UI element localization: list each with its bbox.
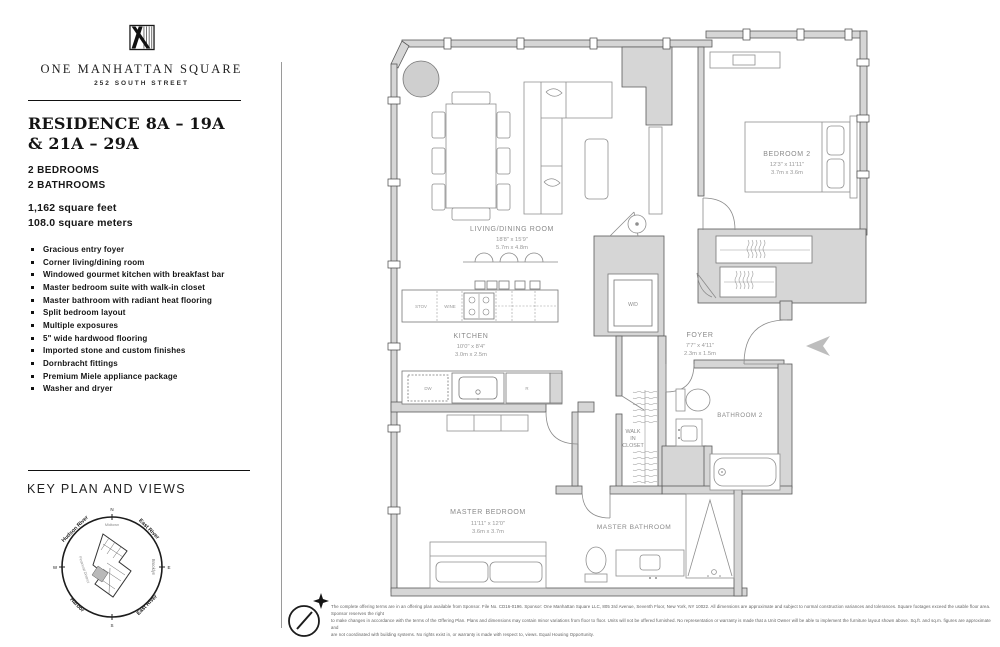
residence-title-line1: RESIDENCE 8A – 19A — [28, 114, 225, 133]
bed2-headboard — [850, 116, 857, 198]
keyplan-label-east-river-se: East River — [135, 593, 159, 617]
master-bedroom-dims-m: 3.6m x 3.7m — [472, 529, 504, 535]
wic-label-1: WALK — [625, 429, 641, 435]
feature-text: Imported stone and custom finishes — [43, 346, 186, 356]
feature-text: Multiple exposures — [43, 320, 119, 330]
feature-text: Master bathroom with radiant heat flooring — [43, 295, 212, 305]
media-console — [649, 127, 662, 214]
keyplan-heading: KEY PLAN AND VIEWS — [27, 482, 187, 496]
feature-text: Premium Miele appliance package — [43, 371, 178, 381]
shower — [686, 494, 734, 578]
kitchen-dims-ft: 10'0" x 8'4" — [456, 344, 486, 350]
counter-end — [550, 373, 562, 403]
toilet-tank — [585, 574, 607, 582]
bathtub-basin — [714, 458, 776, 486]
bedroom2-door-swing — [703, 198, 735, 230]
keyplan-label-hudson-river: Hudson River — [60, 514, 90, 544]
legal-disclaimer — [331, 604, 995, 639]
master-bedroom-label: MASTER BEDROOM — [450, 509, 526, 516]
entry-arrow-icon — [806, 336, 830, 356]
bedroom2-dims-ft: 12'3" x 11'11" — [769, 162, 805, 168]
wic-label-2: IN — [630, 436, 636, 442]
bedrooms-label: 2 BEDROOMS — [28, 165, 100, 176]
bar-stools — [463, 253, 558, 262]
feature-text: Dornbracht fittings — [43, 359, 118, 369]
disclaimer-line: are not coordinated with building systems. No rights exist in, or warranty is made with respect to, views. Equal Housing Opportunity. — [331, 631, 595, 637]
master-bathroom-fixtures — [585, 494, 734, 582]
pillow — [436, 562, 488, 582]
feature-text: Split bedroom layout — [43, 308, 126, 318]
keyplan-label-brooklyn: Brooklyn — [151, 558, 156, 576]
brand-address: 252 SOUTH STREET — [94, 80, 189, 87]
toilet-bowl — [586, 547, 606, 573]
compass-e: E — [167, 565, 171, 570]
master-bedroom-dims-ft: 11'11" x 12'0" — [470, 521, 506, 527]
toilet-bowl — [686, 389, 710, 411]
feature-text: Master bedroom suite with walk-in closet — [43, 282, 206, 292]
dining-table — [446, 104, 496, 208]
bathrooms-label: 2 BATHROOMS — [28, 179, 106, 191]
compass-s: S — [110, 623, 114, 628]
disclaimer-line: The complete offering terms are in an offering plan available from Sponsor. File No. CD16-0196. Sponsor: One Manhattan Square LLC, 805 3rd Avenue, Seventh Floor, New York, NY 10022. All dimensions are approximate and subject to normal construction variances and tolerances. Square footages exceed the usable floor area. Sponsor reserves the right — [331, 604, 991, 616]
residence-title-line2: & 21A – 29A — [28, 134, 139, 153]
keyplan-label-harbor: Harbor — [68, 596, 86, 614]
dw-label: DW — [424, 386, 432, 391]
living-dining-dims-m: 5.7m x 4.8m — [496, 245, 528, 251]
keyplan-label-midtown: Midtown — [104, 523, 120, 527]
kitchen-label: KITCHEN — [453, 333, 489, 340]
kitchen-fixtures — [402, 253, 562, 404]
entry-door-swing — [744, 320, 787, 364]
dining-set — [432, 92, 510, 220]
north-star-icon — [313, 593, 329, 609]
kitchen-dims-m: 3.0m x 2.5m — [455, 352, 487, 358]
bench-dresser — [447, 415, 528, 431]
area-meters: 108.0 square meters — [28, 217, 133, 229]
feature-text: 5" wide hardwood flooring — [43, 333, 148, 343]
wd-label: W/D — [628, 302, 638, 308]
pillow — [490, 562, 542, 582]
fridge-label: R — [525, 386, 529, 391]
pillow — [827, 159, 844, 188]
feature-text: Windowed gourmet kitchen with breakfast bar — [43, 270, 225, 280]
foyer-dims-ft: 7'7" x 4'11" — [685, 343, 715, 349]
kitchen-sink — [459, 377, 497, 399]
plan-compass — [289, 593, 329, 636]
bar-shelf-boxes — [475, 281, 540, 289]
master-bathroom-label: MASTER BATHROOM — [596, 524, 672, 531]
pillow — [827, 126, 844, 155]
feature-text: Corner living/dining room — [43, 257, 145, 267]
stove-label: STOV — [415, 304, 427, 309]
feature-text: Gracious entry foyer — [43, 244, 125, 254]
round-table — [403, 61, 439, 97]
wic-label-3: CLOSET — [622, 443, 644, 449]
wine-label: WINE — [444, 304, 456, 309]
vanity-sink — [640, 555, 660, 570]
bedroom2-label: BEDROOM 2 — [763, 151, 811, 158]
foyer-dims-m: 2.3m x 1.5m — [684, 351, 716, 357]
brand-name: ONE MANHATTAN SQUARE — [40, 62, 243, 76]
compass-n: N — [110, 507, 114, 512]
feature-text: Washer and dryer — [43, 384, 113, 394]
coffee-table — [585, 139, 608, 199]
master-bedroom-furniture — [430, 415, 546, 588]
bathroom2-door-swing — [666, 364, 694, 392]
master-bath-door-swing — [582, 490, 610, 518]
bedroom2-dims-m: 3.7m x 3.6m — [771, 170, 803, 176]
living-dining-dims-ft: 18'8" x 15'9" — [496, 237, 528, 243]
disclaimer-line: to make changes in accordance with the terms of the Offering Plan. Plans and dimensions may contain minor variations from floor to floor. Units will not be offered furnished. No representation or warranty is made that a Unit Owner will be able to implement the furniture layout shown above. Sq.ft. and sq.m. figures are approximate and — [331, 617, 991, 630]
vanity-sink — [681, 426, 697, 441]
area-feet: 1,162 square feet — [28, 202, 117, 214]
foyer-label: FOYER — [686, 332, 714, 339]
compass-w: W — [52, 565, 58, 570]
living-dining-label: LIVING/DINING ROOM — [470, 226, 554, 233]
toilet-tank — [676, 389, 685, 411]
keyplan-label-east-river-ne: East River — [137, 517, 161, 541]
bathroom2-label: BATHROOM 2 — [717, 412, 763, 419]
keyplan-label-financial-district: Financial District — [77, 555, 91, 584]
bedroom2-furniture — [710, 52, 857, 198]
